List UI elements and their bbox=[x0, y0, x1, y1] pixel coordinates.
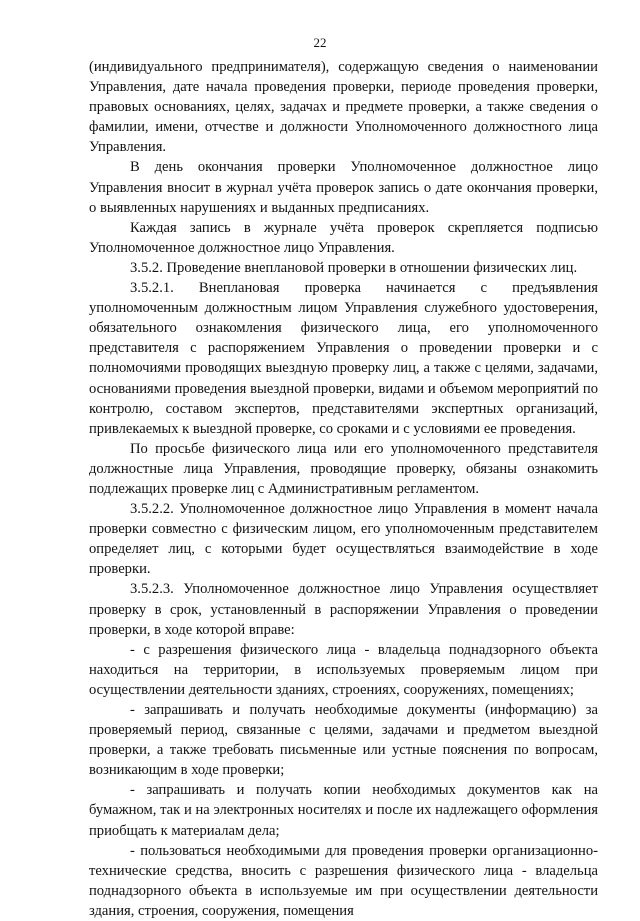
list-item: - запрашивать и получать необходимые документы (информацию) за проверяемый период, связанные с целями, задачами и предметом выездной проверки, а также требовать письменные или устные пояснения по вопросам, возникающим в ходе проверки; bbox=[89, 702, 598, 779]
document-body bbox=[89, 57, 598, 921]
paragraph-3-5-2-3: 3.5.2.3. Уполномоченное должностное лицо Управления осуществляет проверку в срок, установленный в распоряжении Управления о проведении проверки, в ходе которой вправе: bbox=[89, 581, 598, 638]
paragraph-3-5-2-1: 3.5.2.1. Внеплановая проверка начинается с предъявления уполномоченным должностным лицом Управления служебного удостоверения, обязательного ознакомления физического лица, его уполномоченного представителя с распоряжением Управления о проведении проверки и с полномочиями проводящих выездную проверку лиц, а также с целями, задачами, основаниями проведения выездной проверки, видами и объемом мероприятий по контролю, составом экспертов, представителями экспертных организаций, привлекаемых к выездной проверке, со сроками и с условиями ее проведения. bbox=[89, 280, 598, 437]
paragraph-3-5-2-2: 3.5.2.2. Уполномоченное должностное лицо Управления в момент начала проверки совместно с физическим лицом, его уполномоченным представителем определяет лиц, с которыми будет осуществляться взаимодействие в ходе проверки. bbox=[89, 501, 598, 578]
section-heading-3-5-2: 3.5.2. Проведение внеплановой проверки в отношении физических лиц. bbox=[130, 259, 578, 276]
list-item: - с разрешения физического лица - владельца поднадзорного объекта находиться на территории, в используемых проверяемым лицом при осуществлении деятельности зданиях, строениях, сооружениях, помещениях; bbox=[89, 641, 598, 698]
paragraph: Каждая запись в журнале учёта проверок скрепляется подписью Уполномоченное должностное лицо Управления. bbox=[89, 219, 598, 256]
paragraph: По просьбе физического лица или его уполномоченного представителя должностные лица Управления, проводящие проверку, обязаны ознакомить подлежащих проверке лиц с Административным регламентом. bbox=[89, 440, 598, 497]
paragraph: В день окончания проверки Уполномоченное должностное лицо Управления вносит в журнал учёта проверок запись о дате окончания проверки, о выявленных нарушениях и выданных предписаниях. bbox=[89, 159, 598, 216]
page-number: 22 bbox=[313, 35, 327, 50]
paragraph-continuation: (индивидуального предпринимателя), содержащую сведения о наименовании Управления, дате начала проведения проверки, периоде проведения проверки, правовых основаниях, целях, задачах и предмете проверки, а также сведения о фамилии, имени, отчестве и должности Уполномоченного должностного лица Управления. bbox=[89, 59, 598, 156]
list-item: - запрашивать и получать копии необходимых документов как на бумажном, так и на электронных носителях и после их надлежащего оформления приобщать к материалам дела; bbox=[89, 782, 598, 839]
list-item: - пользоваться необходимыми для проведения проверки организационно-технические средства, вносить с разрешения физического лица - владельца поднадзорного объекта в используемые им при осуществлении деятельности здания, строения, сооружения, помещения bbox=[89, 842, 598, 919]
